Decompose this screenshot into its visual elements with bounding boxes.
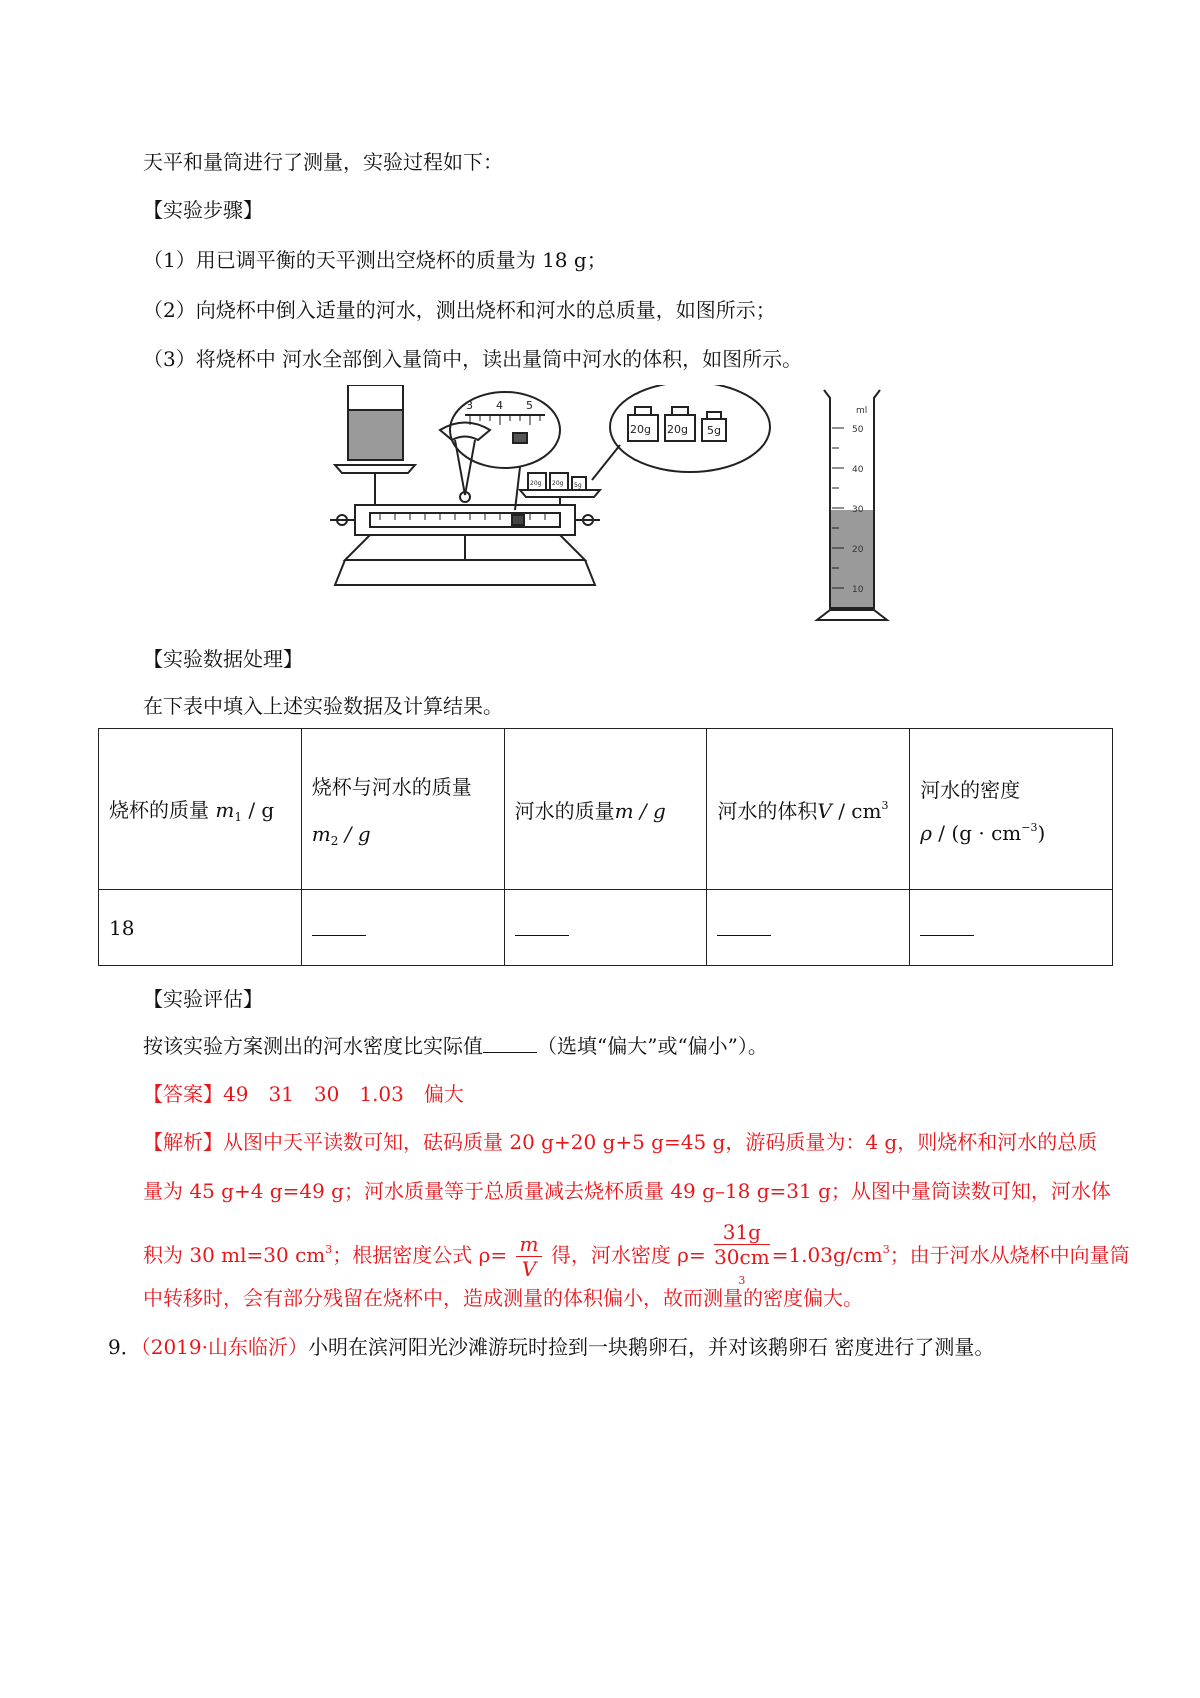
graduated-cylinder <box>812 388 892 626</box>
steps-heading: 【实验步骤】 <box>143 198 263 222</box>
balance-figure <box>330 385 875 625</box>
small-weight-3: 5g <box>574 482 582 489</box>
analysis-line-1: 【解析】从图中天平读数可知，砝码质量 20 g+20 g+5 g=45 g，游码质量为：4 g，则烧杯和河水的总质 <box>143 1130 1098 1154</box>
cell-total-mass-blank[interactable] <box>301 890 504 966</box>
header-total-mass: 烧杯与河水的质量 $m_2$ / g <box>301 729 504 890</box>
cylinder-tick-50: 50 <box>852 425 864 435</box>
cylinder-tick-10: 10 <box>852 585 864 595</box>
data-heading: 【实验数据处理】 <box>143 647 303 671</box>
intro-text: 天平和量筒进行了测量，实验过程如下： <box>143 150 503 174</box>
density-formula-fraction: $\frac{m}{V}$ <box>516 1232 543 1281</box>
scale-tick-5: 5 <box>526 399 533 412</box>
cylinder-tick-40: 40 <box>852 465 864 475</box>
table-intro: 在下表中填入上述实验数据及计算结果。 <box>143 694 503 718</box>
header-water-volume: 河水的体积V / $cm^3$ <box>707 729 910 890</box>
step-2: （2）向烧杯中倒入适量的河水，测出烧杯和河水的总质量，如图所示； <box>143 298 776 322</box>
step-3: （3）将烧杯中 河水全部倒入量筒中，读出量筒中河水的体积，如图所示。 <box>143 347 803 371</box>
analysis-line-2: 量为 45 g+4 g=49 g；河水质量等于总质量减去烧杯质量 49 g–18 g=31 g；从图中量筒读数可知，河水体 <box>143 1179 1111 1203</box>
analysis-line-3: 积为 30 ml=30 $cm^3$；根据密度公式 ρ= $\frac{m}{V}$ 得，河水密度 ρ= 31g 30cm 3 $=1.03g/cm^3$；由于河水从烧杯中向量筒 <box>143 1220 1130 1293</box>
weight-label-3: 5g <box>707 424 721 437</box>
small-weight-1: 20g <box>530 480 542 487</box>
eval-question: 按该实验方案测出的河水密度比实际值 （选填“偏大”或“偏小”）。 <box>143 1034 768 1058</box>
scale-tick-3: 3 <box>466 399 473 412</box>
question-9: 9．（2019·山东临沂）小明在滨河阳光沙滩游玩时捡到一块鹅卵石，并对该鹅卵石 密度进行了测量。 <box>108 1335 995 1359</box>
weight-label-1: 20g <box>630 423 651 436</box>
cell-water-mass-blank[interactable] <box>504 890 707 966</box>
cylinder-tick-30: 30 <box>852 505 864 515</box>
cylinder-tick-20: 20 <box>852 545 864 555</box>
cell-beaker-mass: 18 <box>99 890 302 966</box>
cylinder-unit: ml <box>856 406 868 416</box>
step-1: （1）用已调平衡的天平测出空烧杯的质量为 18 g； <box>143 248 607 272</box>
eval-heading: 【实验评估】 <box>143 987 263 1011</box>
data-table <box>98 728 1113 966</box>
table-header-row <box>99 729 1113 890</box>
header-water-mass: 河水的质量m / g <box>504 729 707 890</box>
small-weight-2: 20g <box>552 480 564 487</box>
header-beaker-mass: 烧杯的质量 $m_1$ / g <box>99 729 302 890</box>
cell-density-blank[interactable] <box>910 890 1113 966</box>
scale-tick-4: 4 <box>496 399 503 412</box>
answer-line: 【答案】49 31 30 1.03 偏大 <box>143 1082 464 1106</box>
cell-volume-blank[interactable] <box>707 890 910 966</box>
density-value-fraction: 31g 30cm 3 <box>714 1220 770 1287</box>
header-water-density: 河水的密度 $\rho / (g \cdot cm^{-3})$ <box>910 729 1113 890</box>
analysis-line-4: 中转移时，会有部分残留在烧杯中，造成测量的体积偏小，故而测量的密度偏大。 <box>143 1286 863 1310</box>
weight-label-2: 20g <box>667 423 688 436</box>
table-row <box>99 890 1113 966</box>
